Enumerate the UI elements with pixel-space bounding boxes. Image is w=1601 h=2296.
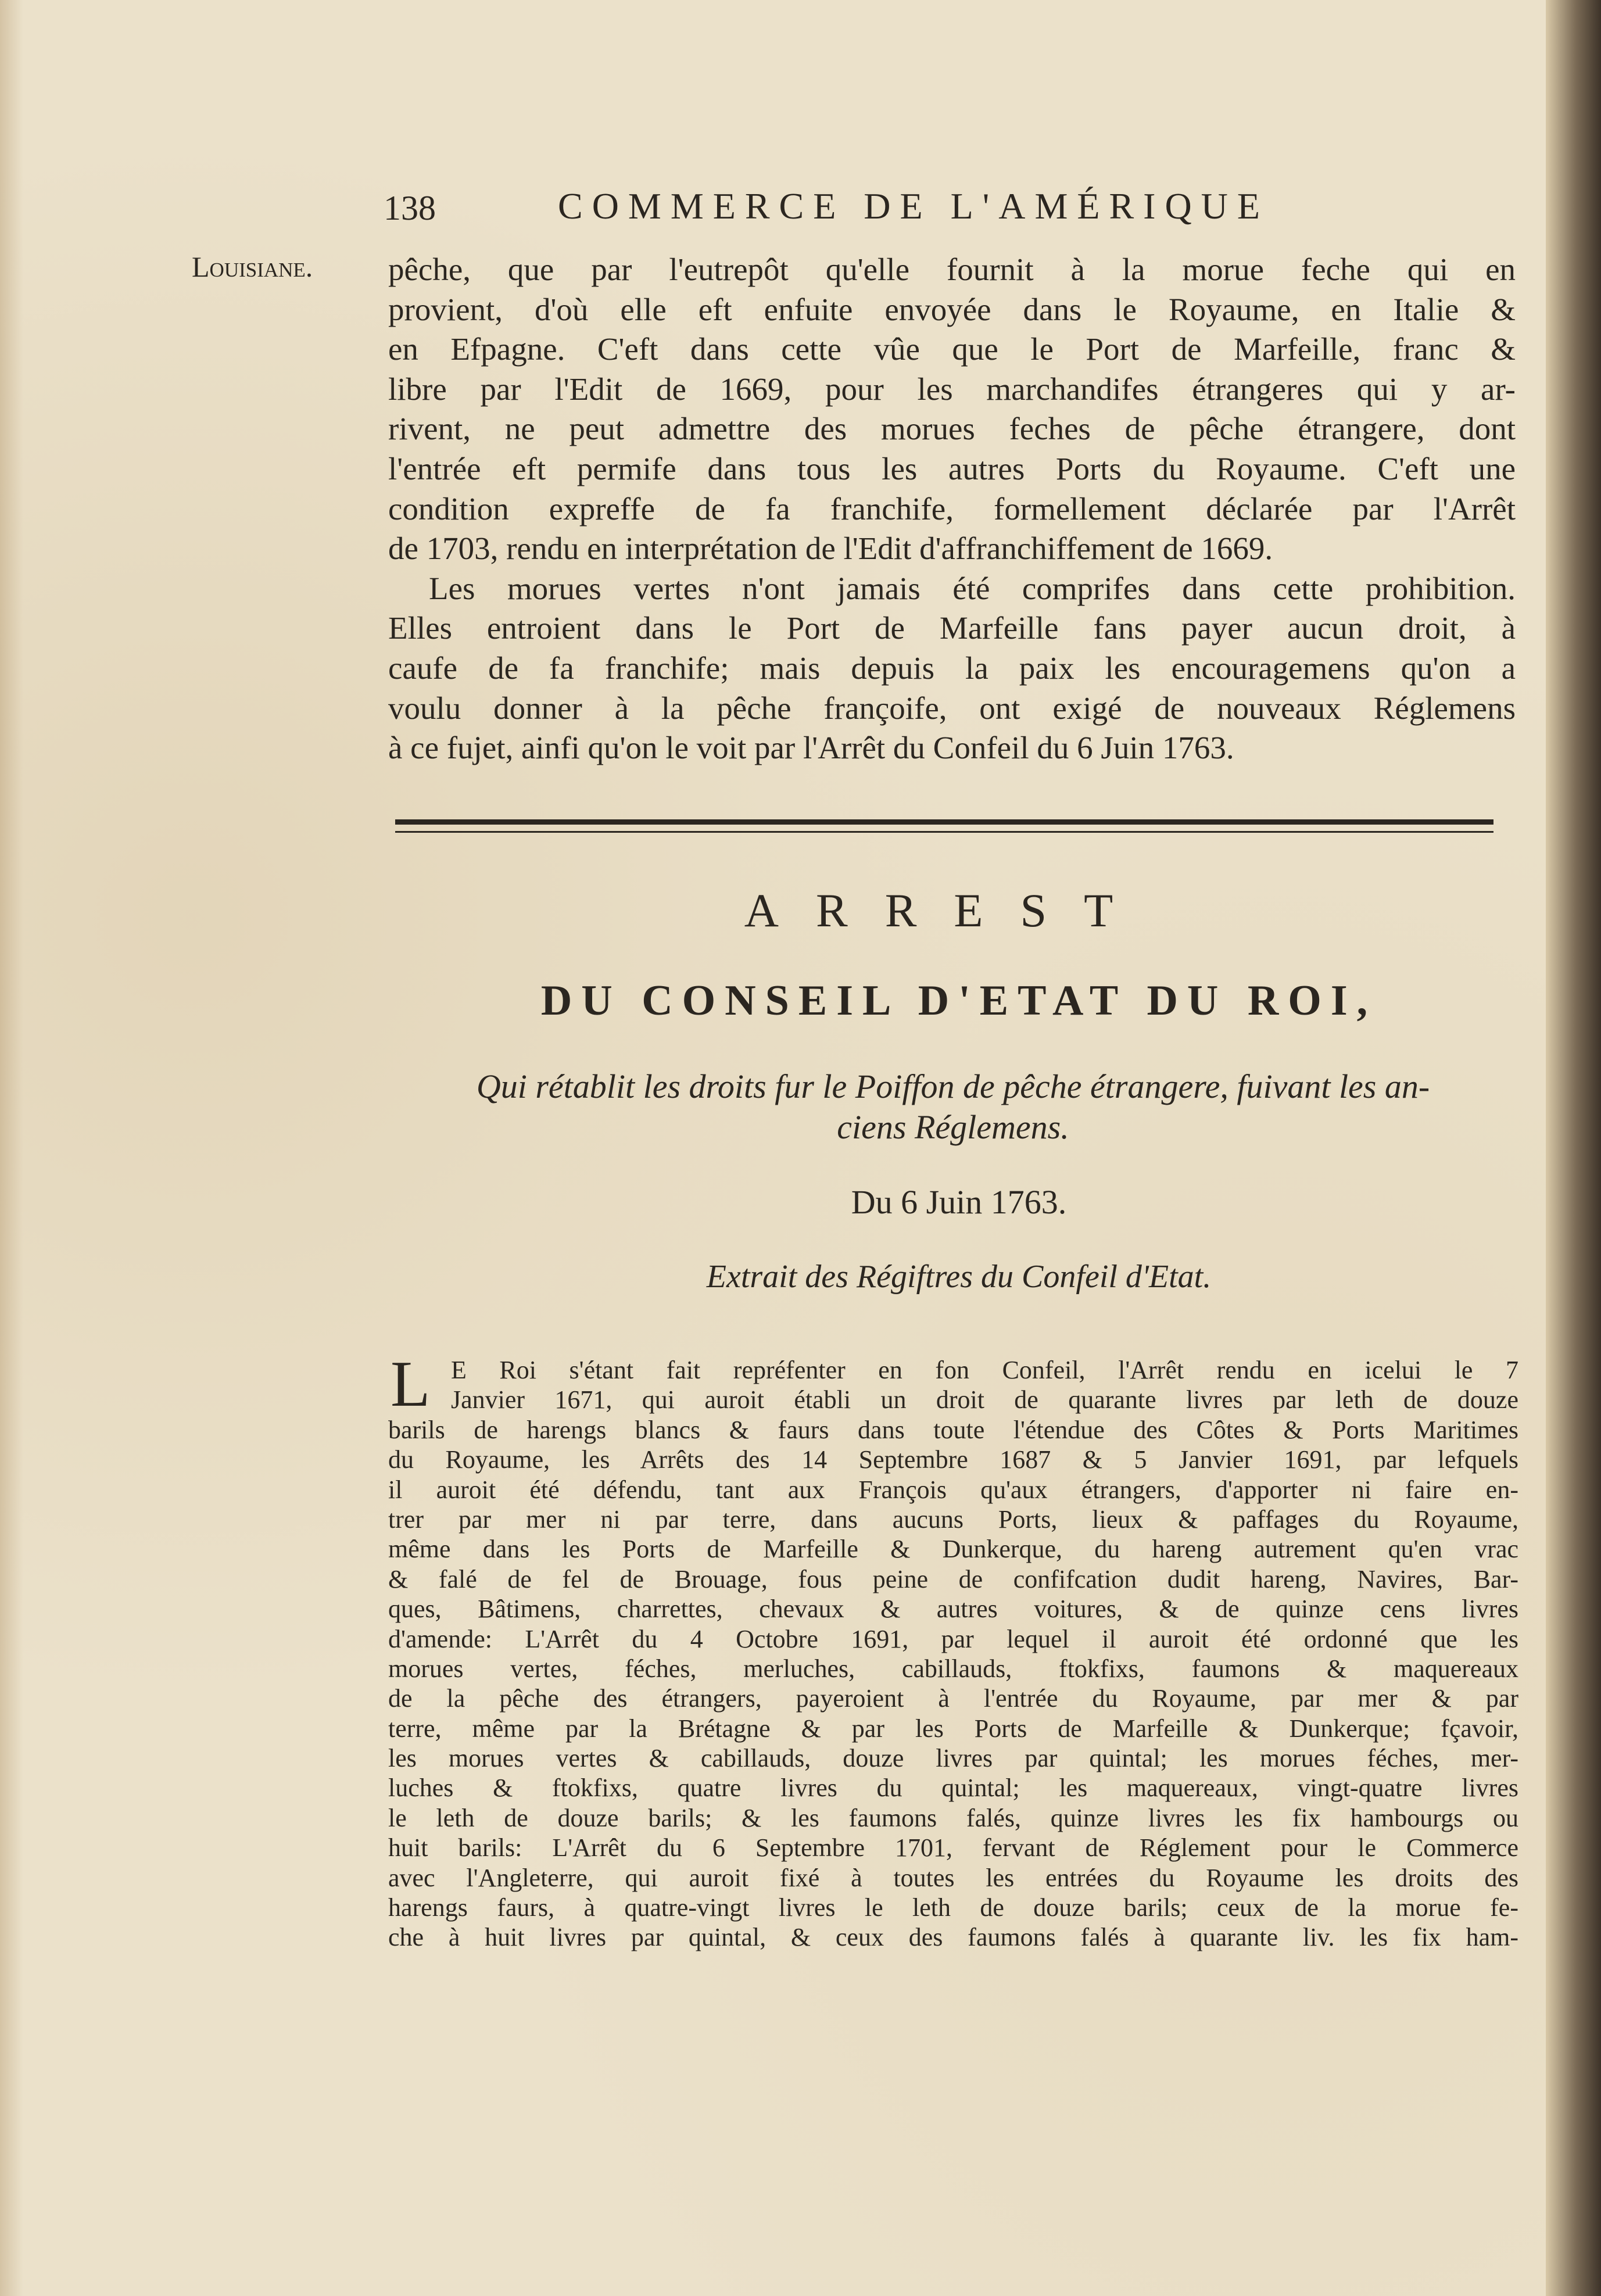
body-line: libre par l'Edit de 1669, pour les marchandifes étrangeres qui y ar- [388, 371, 1516, 407]
title-conseil: DU CONSEIL D'ETAT DU ROI, [540, 977, 1377, 1025]
decree-line: luches & ftokfixs, quatre livres du quintal; les maquereaux, vingt-quatre livres [388, 1774, 1518, 1803]
divider-rule-thick [395, 819, 1493, 825]
page-number: 138 [384, 189, 436, 227]
decree-line: avec l'Angleterre, qui auroit fixé à toutes les entrées du Royaume les droits des [388, 1863, 1518, 1892]
body-line: rivent, ne peut admettre des morues feches de pêche étrangere, dont [388, 411, 1516, 447]
decree-line: barils de harengs blancs & faurs dans toute l'étendue des Côtes & Ports Maritimes [388, 1415, 1518, 1444]
decree-line: E Roi s'étant fait repréfenter en fon Confeil, l'Arrêt rendu en icelui le 7 [451, 1356, 1518, 1384]
decree-line: trer par mer ni par terre, dans aucuns Ports, lieux & paffages du Royaume, [388, 1505, 1518, 1534]
page-edge-shadow [0, 0, 23, 2296]
body-paragraphs [388, 250, 1516, 768]
extract-line: Extrait des Régiftres du Confeil d'Etat. [706, 1259, 1212, 1295]
drop-cap: L [391, 1348, 431, 1420]
body-line: caufe de fa franchife; mais depuis la paix les encouragemens qu'on a [388, 650, 1516, 686]
running-title: COMMERCE DE L'AMÉRIQUE [558, 185, 1269, 227]
decree-line: Janvier 1671, qui auroit établi un droit de quarante livres par leth de douze [451, 1385, 1518, 1414]
decree-line: morues vertes, féches, merluches, cabillauds, ftokfixs, faumons & maquereaux [388, 1654, 1518, 1683]
body-line: à ce fujet, ainfi qu'on le voit par l'Arrêt du Confeil du 6 Juin 1763. [388, 730, 1234, 766]
divider-rule-thin [395, 831, 1493, 833]
subtitle [389, 1066, 1517, 1148]
margin-label: Louisiane. [192, 250, 313, 283]
decree-line: & falé de fel de Brouage, fous peine de confifcation dudit hareng, Navires, Bar- [388, 1564, 1518, 1593]
decree-line: il auroit été défendu, tant aux François qu'aux étrangers, d'apporter ni faire en- [388, 1475, 1518, 1504]
book-spine [1546, 0, 1601, 2296]
decree-line: du Royaume, les Arrêts des 14 Septembre 1687 & 5 Janvier 1691, par lefquels [388, 1445, 1518, 1474]
decree-text [388, 1348, 1518, 1953]
body-line: pêche, que par l'eutrepôt qu'elle fournit à la morue feche qui en [388, 252, 1516, 287]
decree-line: même dans les Ports de Marfeille & Dunkerque, du hareng autrement qu'en vrac [388, 1535, 1518, 1564]
title-arrest: ARREST [744, 884, 1151, 937]
decree-line: ques, Bâtimens, charrettes, chevaux & autres voitures, & de quinze cens livres [388, 1595, 1518, 1624]
body-line: de 1703, rendu en interprétation de l'Edit d'affranchiffement de 1669. [388, 531, 1273, 567]
decree-date: Du 6 Juin 1763. [851, 1183, 1067, 1221]
body-line: Les morues vertes n'ont jamais été comprifes dans cette prohibition. [429, 570, 1516, 606]
subtitle-line: ciens Réglemens. [837, 1108, 1069, 1146]
body-line: voulu donner à la pêche françoife, ont exigé de nouveaux Réglemens [388, 690, 1516, 726]
body-line: condition expreffe de fa franchife, formellement déclarée par l'Arrêt [388, 490, 1516, 526]
decree-line: de la pêche des étrangers, payeroient à l'entrée du Royaume, par mer & par [388, 1684, 1518, 1713]
body-line: en Efpagne. C'eft dans cette vûe que le Port de Marfeille, franc & [388, 331, 1516, 367]
decree-line: le leth de douze barils; & les faumons falés, quinze livres les fix hambourgs ou [388, 1803, 1518, 1832]
subtitle-line: Qui rétablit les droits fur le Poiffon de pêche étrangere, fuivant les an- [476, 1068, 1430, 1105]
body-line: Elles entroient dans le Port de Marfeille fans payer aucun droit, à [388, 610, 1516, 646]
body-line: l'entrée eft permife dans tous les autres Ports du Royaume. C'eft une [388, 450, 1516, 486]
decree-line: d'amende: L'Arrêt du 4 Octobre 1691, par lequel il auroit été ordonné que les [388, 1624, 1518, 1653]
running-head [384, 185, 1371, 237]
decree-line: harengs faurs, à quatre-vingt livres le leth de douze barils; ceux de la morue fe- [388, 1893, 1518, 1922]
decree-line: che à huit livres par quintal, & ceux des faumons falés à quarante liv. les fix ham- [388, 1923, 1518, 1952]
decree-line: terre, même par la Brétagne & par les Ports de Marfeille & Dunkerque; fçavoir, [388, 1714, 1518, 1743]
decree-line: huit barils: L'Arrêt du 6 Septembre 1701, fervant de Réglement pour le Commerce [388, 1833, 1518, 1862]
body-line: provient, d'où elle eft enfuite envoyée dans le Royaume, en Italie & [388, 291, 1516, 327]
decree-line: les morues vertes & cabillauds, douze livres par quintal; les morues féches, mer- [388, 1744, 1518, 1773]
